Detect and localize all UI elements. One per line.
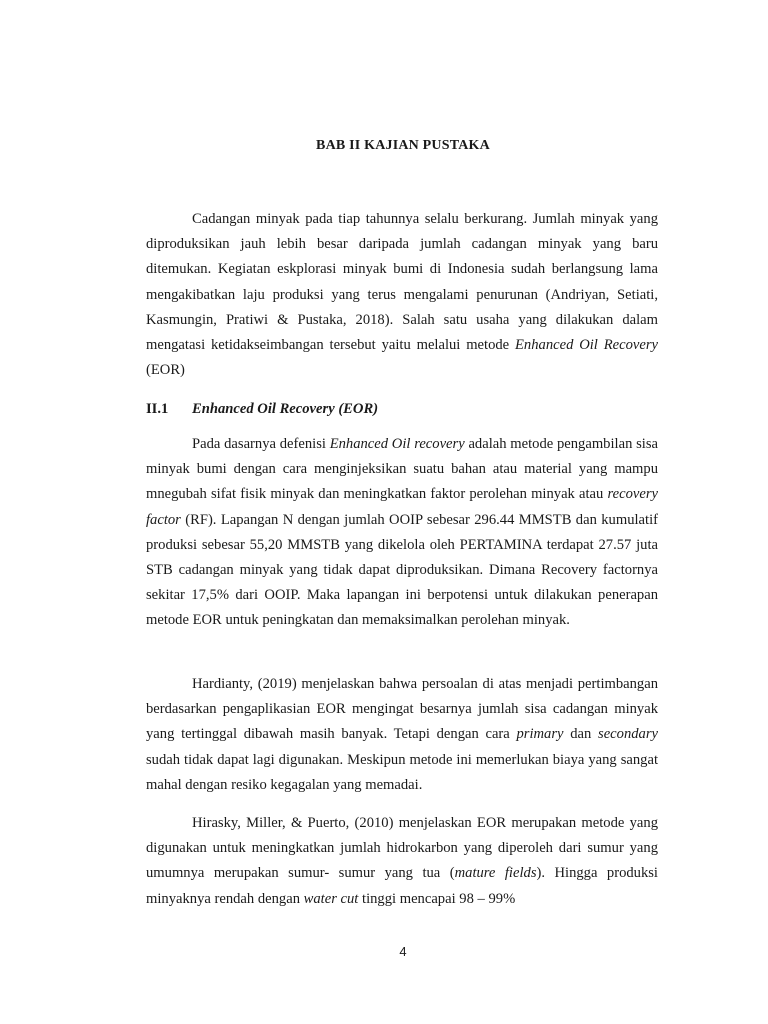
italic-term: primary: [516, 726, 564, 743]
italic-term: Enhanced Oil recovery: [329, 436, 465, 452]
chapter-title: BAB II KAJIAN PUSTAKA: [316, 138, 490, 153]
paragraph-text: Hardianty, (2019) menjelaskan bahwa persoalan di atas menjadi pertimbangan berdasarkan pengaplikasian EOR mengingat besarnya jumlah sisa cadangan minyak yang tertinggal dibawah masih banyak. Tetapi dengan cara: [146, 676, 658, 743]
paragraph-intro: [146, 207, 658, 383]
page-number: 4: [399, 944, 407, 959]
italic-term: secondary: [598, 726, 658, 743]
paragraph-eor-definition: [146, 432, 658, 634]
italic-term: mature fields: [454, 865, 537, 882]
paragraph-text: tinggi mencapai 98 – 99%: [358, 890, 516, 907]
paragraph-text: dan: [563, 726, 599, 743]
italic-term: water cut: [303, 890, 359, 907]
paragraph-hardianty: [146, 672, 658, 798]
paragraph-text: Hirasky, Miller, & Puerto, (2010) menjelaskan EOR merupakan metode yang digunakan untuk meningkatkan jumlah hidrokarbon yang diperoleh dari sumur yang umumnya merupakan sumur- sumur yang tua (: [146, 815, 658, 882]
paragraph-text: ). Hingga produksi minyaknya rendah dengan: [146, 865, 658, 907]
section-number: II.1: [146, 401, 169, 417]
paragraph-text: Pada dasarnya defenisi: [192, 436, 330, 452]
italic-term: recovery factor: [146, 486, 658, 528]
section-title: Enhanced Oil Recovery (EOR): [192, 401, 379, 417]
paragraph-text: sudah tidak dapat lagi digunakan. Meskipun metode ini memerlukan biaya yang sangat mahal dengan resiko kegagalan yang memadai.: [146, 751, 658, 793]
paragraph-text: adalah metode pengambilan sisa minyak bumi dengan cara menginjeksikan suatu bahan atau material yang mampu mnegubah sifat fisik minyak dan meningkatkan faktor perolehan minyak atau: [146, 436, 659, 503]
section-heading: [146, 397, 658, 422]
paragraph-text: (EOR): [146, 362, 185, 379]
paragraph-text: (RF). Lapangan N dengan jumlah OOIP sebesar 296.44 MMSTB dan kumulatif produksi sebesar 55,20 MMSTB yang dikelola oleh PERTAMINA terdapat 27.57 juta STB cadangan minyak yang tidak dapat diproduksikan. Dimana Recovery factornya sekitar 17,5% dari OOIP. Maka lapangan ini berpotensi untuk dilakukan penerapan metode EOR untuk peningkatan dan memaksimalkan perolehan minyak.: [146, 511, 658, 629]
paragraph-hirasky: [146, 811, 658, 912]
italic-term: Enhanced Oil Recovery: [515, 337, 658, 354]
paragraph-text: Cadangan minyak pada tiap tahunnya selalu berkurang. Jumlah minyak yang diproduksikan jauh lebih besar daripada jumlah cadangan minyak yang baru ditemukan. Kegiatan eskplorasi minyak bumi di Indonesia sudah berlangsung lama mengakibatkan laju produksi yang terus mengalami penurunan (Andriyan, Setiati, Kasmungin, Pratiwi & Pustaka, 2018). Salah satu usaha yang dilakukan dalam mengatasi ketidakseimbangan tersebut yaitu melalui metode: [146, 211, 658, 354]
